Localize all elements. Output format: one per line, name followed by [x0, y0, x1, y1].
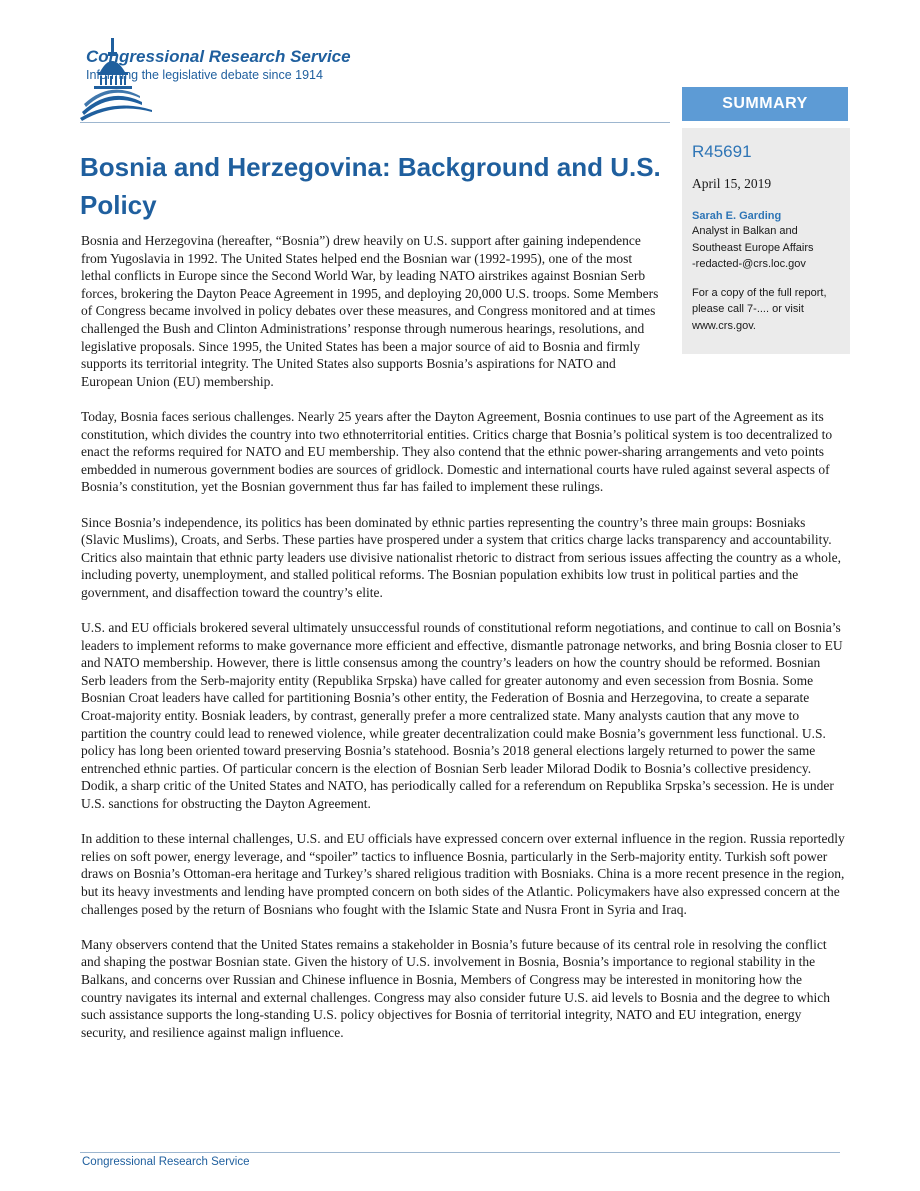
report-date: April 15, 2019 — [692, 176, 772, 191]
header-divider — [80, 122, 670, 123]
copy-note: For a copy of the full report, please call 7-.... or visit www.crs.gov. — [692, 286, 827, 332]
body-paragraph: In addition to these internal challenges, U.S. and EU officials have expressed concern over external influence in the region. Russia reportedly relies on soft power, energy leverage, and “spoiler” tactics to influence Bosnia, particularly in the Serb-majority entity. Turkish soft power draws on Bosnia’s Ottoman-era heritage and Turkey’s shared religious tradition with Bosniaks. China is a more recent presence in the region, but its heavy investments and lending have prompted concern on both sides of the Atlantic. Policymakers have also expressed concern at the challenges posed by the return of Bosnians who fought with the Islamic State and Nusra Front in Syria and Iraq. — [81, 831, 845, 917]
org-name: Congressional Research Service — [86, 47, 351, 66]
body-paragraph: Many observers contend that the United States remains a stakeholder in Bosnia’s future because of its central role in resolving the conflict and shaping the postwar Bosnian state. Given the history of U.S. involvement in Bosnia, Bosnia’s importance to regional stability in the Balkans, and concerns over Russian and Chinese influence in Bosnia, Members of Congress may be interested in monitoring how the country navigates its internal and external challenges. Congress may also consider future U.S. aid levels to Bosnia and the degree to which such assistance supports the long-standing U.S. policy objectives for Bosnia of territorial integrity, NATO and EU integration, energy security, and resilience against malign influence. — [81, 936, 831, 1040]
author-email[interactable]: -redacted-@crs.loc.gov — [692, 258, 806, 270]
report-id: R45691 — [692, 142, 752, 161]
summary-tab: SUMMARY — [682, 87, 848, 121]
body-paragraph: Bosnia and Herzegovina (hereafter, “Bosnia”) drew heavily on U.S. support after gaining independence from Yugoslavia in 1992. The United States helped end the Bosnian war (1992-1995), one of the most lethal conflicts in Europe since the Second World War, by leading NATO airstrikes against Bosnian Serb forces, brokering the Dayton Peace Agreement in 1995, and deploying 20,000 U.S. troops. Some Members of Congress became involved in policy debates over these measures, and Congress monitored and at times challenged the Bush and Clinton Administrations’ response through numerous hearings, resolutions, and legislative proposals. Since 1995, the United States has been a major source of aid to Bosnia and firmly supports its territorial integrity. The United States also supports Bosnia’s aspirations for NATO and European Union (EU) membership. — [81, 233, 659, 389]
body-paragraph: U.S. and EU officials brokered several ultimately unsuccessful rounds of constitutional reform negotiations, and continue to call on Bosnia’s leaders to implement reforms to make governance more efficient and effective, dismantle patronage networks, and bring Bosnia closer to EU and NATO membership. However, there is little consensus among the country’s leaders on how the country should be reformed. Bosnian Serb leaders from the Serb-majority entity (Republika Srpska) have called for greater autonomy and even secession from Bosnia. Some Bosnian Croat leaders have called for partitioning Bosnia’s other entity, the Federation of Bosnia and Herzegovina, to create a separate Croat-majority entity. Bosniak leaders, by contrast, generally prefer a more centralized state. Many analysts caution that any move to partition the country could lead to renewed violence, while greater decentralization could make Bosnia’s government less functional. U.S. policy has long been oriented toward preserving Bosnia’s statehood. Bosnia’s 2018 general elections largely returned to power the same entrenched ethnic parties. Of particular concern is the election of Bosnian Serb leader Milorad Dodik to Bosnia’s collective presidency. Dodik, a sharp critic of the United States and NATO, has periodically called for a referendum on Republika Srpska’s secession. He is under U.S. sanctions for obstructing the Dayton Agreement. — [81, 620, 843, 811]
document-body — [81, 232, 846, 1059]
author-role: Analyst in Balkan and Southeast Europe Affairs — [692, 225, 814, 254]
author-name: Sarah E. Garding — [692, 210, 782, 222]
body-paragraph: Since Bosnia’s independence, its politics has been dominated by ethnic parties representing the country’s three main groups: Bosniaks (Slavic Muslims), Croats, and Serbs. These parties have prospered under a system that critics charge lacks transparency and accountability. Critics also maintain that ethnic party leaders use divisive nationalist rhetoric to distract from serious issues affecting the country as a whole, including poverty, unemployment, and stalled political reforms. The Bosnian population exhibits low trust in political parties and the government, and disaffection toward the country’s elite. — [81, 514, 842, 600]
footer-divider — [80, 1152, 840, 1153]
body-paragraph: Today, Bosnia faces serious challenges. Nearly 25 years after the Dayton Agreement, Bosnia continues to use part of the Agreement as its constitution, which divides the country into two ethnoterritorial entities. Critics charge that Bosnia’s political system is too decentralized to enact the reforms required for NATO and EU membership. They also contend that the ethnic power-sharing arrangements and veto points embedded in numerous government bodies are sources of gridlock. Domestic and international courts have ruled against several aspects of Bosnia’s constitution, yet the Bosnian government thus far has failed to implement these rulings. — [81, 408, 833, 495]
footer-text: Congressional Research Service — [82, 1156, 250, 1168]
page-title: Bosnia and Herzegovina: Background and U.S. Policy — [80, 152, 661, 220]
org-tagline: Informing the legislative debate since 1914 — [86, 68, 323, 82]
